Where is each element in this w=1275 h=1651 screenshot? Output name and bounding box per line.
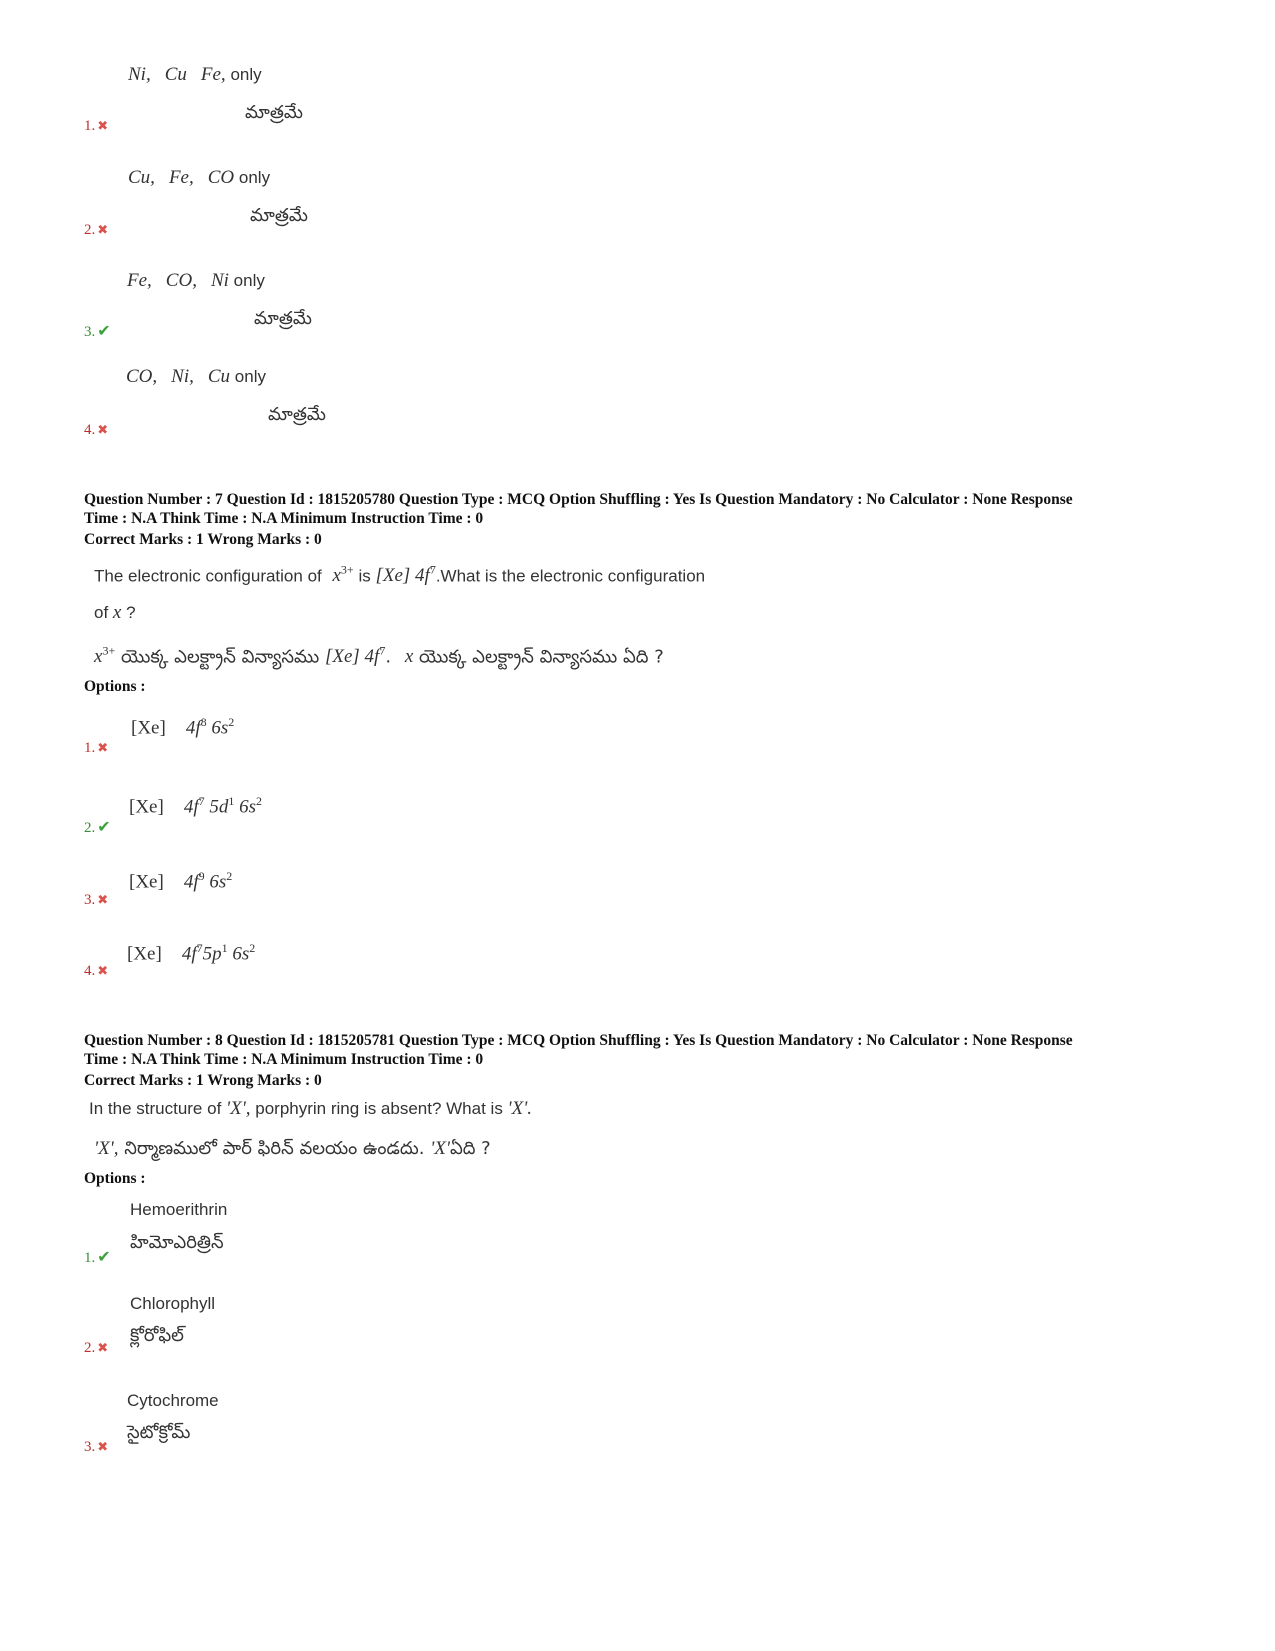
sup: 8 bbox=[200, 715, 207, 729]
term: Ni, bbox=[171, 366, 194, 387]
term: 6s bbox=[232, 943, 250, 965]
term: Ni bbox=[210, 270, 229, 291]
var: 'X', bbox=[226, 1098, 251, 1119]
option-number-text: 3. bbox=[84, 892, 96, 908]
term: 6s bbox=[239, 796, 256, 818]
question-marks: Correct Marks : 1 Wrong Marks : 0 bbox=[84, 1072, 322, 1089]
option-number bbox=[84, 118, 108, 135]
option-number-text: 3. bbox=[84, 1439, 96, 1455]
sup: 3+ bbox=[340, 563, 354, 577]
option-number bbox=[84, 1439, 108, 1456]
text: porphyrin ring is absent? What is bbox=[255, 1099, 503, 1118]
term: [Xe] bbox=[127, 943, 162, 965]
term: Ni, bbox=[128, 64, 151, 85]
option-expression bbox=[126, 366, 266, 388]
option-telugu: క్లోరోఫిల్ bbox=[130, 1325, 184, 1346]
sup: 2 bbox=[256, 794, 262, 808]
option-expression bbox=[127, 270, 265, 292]
option-number-text: 4. bbox=[84, 422, 96, 438]
option-number bbox=[84, 321, 111, 341]
check-mark-icon: ✔ bbox=[97, 819, 111, 836]
cross-mark-icon: ✖ bbox=[97, 118, 109, 133]
term: 4f bbox=[181, 943, 197, 965]
term: [Xe] bbox=[129, 871, 164, 893]
option-number-text: 1. bbox=[84, 118, 96, 134]
text: . bbox=[385, 646, 392, 668]
option-telugu: మాత్రమే bbox=[254, 308, 312, 329]
option-number-text: 4. bbox=[84, 963, 96, 979]
term: CO, bbox=[126, 366, 158, 387]
option-number bbox=[84, 817, 111, 837]
sup: 1 bbox=[221, 941, 228, 955]
term: CO, bbox=[165, 270, 197, 291]
term: [Xe] bbox=[131, 717, 166, 739]
cross-mark-icon: ✖ bbox=[97, 1340, 109, 1355]
question-text-telugu bbox=[94, 1138, 491, 1163]
term: 4f bbox=[183, 796, 199, 818]
text: యొక్క ఎలక్ట్రాన్ విన్యాసము ఏది ? bbox=[418, 646, 664, 668]
option-telugu: హిమోఎరిత్రిన్ bbox=[130, 1232, 224, 1253]
cross-mark-icon: ✖ bbox=[97, 740, 109, 755]
var: x bbox=[332, 565, 341, 587]
option-number bbox=[84, 963, 108, 980]
cross-mark-icon: ✖ bbox=[97, 422, 109, 437]
option-expression bbox=[128, 64, 262, 86]
term: CO bbox=[207, 167, 235, 188]
cross-mark-icon: ✖ bbox=[97, 892, 109, 907]
sup: 2 bbox=[226, 869, 233, 883]
option-telugu: మాత్రమే bbox=[268, 404, 326, 425]
option-number bbox=[84, 422, 108, 439]
check-mark-icon: ✔ bbox=[97, 323, 111, 340]
cross-mark-icon: ✖ bbox=[97, 222, 109, 237]
options-label: Options : bbox=[84, 678, 146, 695]
meta-line: Question Number : 7 Question Id : 1815205780 Question Type : MCQ Option Shuffling : Yes Is Question Mandatory : No Calculator : None Response bbox=[84, 491, 1073, 508]
option-suffix: only bbox=[230, 65, 262, 84]
q7-option-2-expression bbox=[129, 794, 262, 818]
cross-mark-icon: ✖ bbox=[97, 963, 109, 978]
term: 6s bbox=[211, 717, 229, 739]
term: Cu, bbox=[128, 167, 155, 188]
question-text-telugu bbox=[94, 644, 664, 671]
term: Cu bbox=[164, 64, 187, 85]
option-suffix: only bbox=[234, 367, 266, 386]
text: The electronic configuration of bbox=[94, 566, 322, 586]
term: Fe, bbox=[127, 270, 152, 291]
term: 6s bbox=[209, 871, 227, 893]
option-number-text: 1. bbox=[84, 740, 96, 756]
question-text-english bbox=[94, 563, 705, 587]
option-suffix: only bbox=[233, 271, 265, 290]
option-number-text: 1. bbox=[84, 1250, 96, 1266]
question-meta bbox=[84, 490, 1204, 528]
sup: 2 bbox=[249, 941, 256, 955]
var: 'X', bbox=[94, 1138, 119, 1159]
sup: 1 bbox=[228, 794, 235, 808]
option-number bbox=[84, 1247, 111, 1267]
question-marks: Correct Marks : 1 Wrong Marks : 0 bbox=[84, 531, 322, 548]
text: ? bbox=[126, 603, 136, 622]
sup: 9 bbox=[198, 869, 205, 883]
options-label: Options : bbox=[84, 1170, 146, 1187]
option-english: Hemoerithrin bbox=[130, 1200, 228, 1219]
cross-mark-icon: ✖ bbox=[97, 1439, 109, 1454]
var: 'X' bbox=[430, 1138, 450, 1159]
option-number-text: 3. bbox=[84, 324, 96, 340]
term: [Xe] bbox=[129, 796, 164, 818]
q7-option-4-expression bbox=[127, 941, 255, 965]
var: x bbox=[112, 602, 122, 623]
option-number-text: 2. bbox=[84, 820, 96, 836]
sup: 7 bbox=[198, 794, 205, 808]
option-telugu: మాత్రమే bbox=[245, 102, 303, 123]
text: ఏది ? bbox=[449, 1138, 491, 1159]
config: [Xe] 4f bbox=[375, 565, 430, 587]
text: యొక్క ఎలక్ట్రాన్ విన్యాసము bbox=[120, 646, 320, 668]
option-english: Chlorophyll bbox=[130, 1294, 216, 1313]
q7-option-1-expression bbox=[131, 715, 234, 739]
option-english: Cytochrome bbox=[127, 1391, 219, 1410]
option-suffix: only bbox=[238, 168, 271, 187]
sup: 7 bbox=[196, 941, 203, 955]
option-telugu: మాత్రమే bbox=[250, 205, 308, 226]
check-mark-icon: ✔ bbox=[97, 1249, 111, 1266]
meta-line: Time : N.A Think Time : N.A Minimum Instruction Time : 0 bbox=[84, 510, 484, 527]
meta-line: Question Number : 8 Question Id : 1815205781 Question Type : MCQ Option Shuffling : Yes Is Question Mandatory : No Calculator : None Response bbox=[84, 1032, 1073, 1049]
option-number-text: 2. bbox=[84, 222, 96, 238]
question-text-english-line2 bbox=[94, 602, 136, 624]
term: Cu bbox=[207, 366, 231, 387]
term: 5d bbox=[209, 796, 229, 818]
option-number-text: 2. bbox=[84, 1340, 96, 1356]
question-text-english bbox=[89, 1098, 532, 1120]
config: [Xe] 4f bbox=[324, 646, 380, 668]
option-number bbox=[84, 740, 108, 757]
sup: 7 bbox=[429, 563, 436, 577]
text: నిర్మాణములో పార్ ఫిరిన్ వలయం ఉండదు. bbox=[124, 1138, 425, 1159]
text: In the structure of bbox=[89, 1099, 222, 1118]
text: .What is the electronic configuration bbox=[435, 566, 706, 586]
var: x bbox=[404, 646, 414, 668]
term: Fe, bbox=[168, 167, 194, 188]
option-telugu: సైటోక్రోమ్ bbox=[127, 1422, 191, 1443]
text: is bbox=[358, 566, 371, 586]
option-number bbox=[84, 892, 108, 909]
option-number bbox=[84, 1340, 108, 1357]
option-number bbox=[84, 222, 108, 239]
sup: 7 bbox=[379, 644, 386, 658]
sup: 3+ bbox=[102, 644, 116, 658]
term: 4f bbox=[183, 871, 199, 893]
text: of bbox=[94, 603, 109, 622]
sup: 2 bbox=[228, 715, 235, 729]
term: 4f bbox=[185, 717, 201, 739]
term: Fe, bbox=[200, 64, 226, 85]
q7-option-3-expression bbox=[129, 869, 232, 893]
meta-line: Time : N.A Think Time : N.A Minimum Instruction Time : 0 bbox=[84, 1051, 484, 1068]
var: 'X'. bbox=[507, 1098, 533, 1119]
option-expression bbox=[128, 167, 270, 189]
question-meta bbox=[84, 1031, 1204, 1069]
term: 5p bbox=[202, 943, 222, 965]
var: x bbox=[94, 646, 103, 668]
